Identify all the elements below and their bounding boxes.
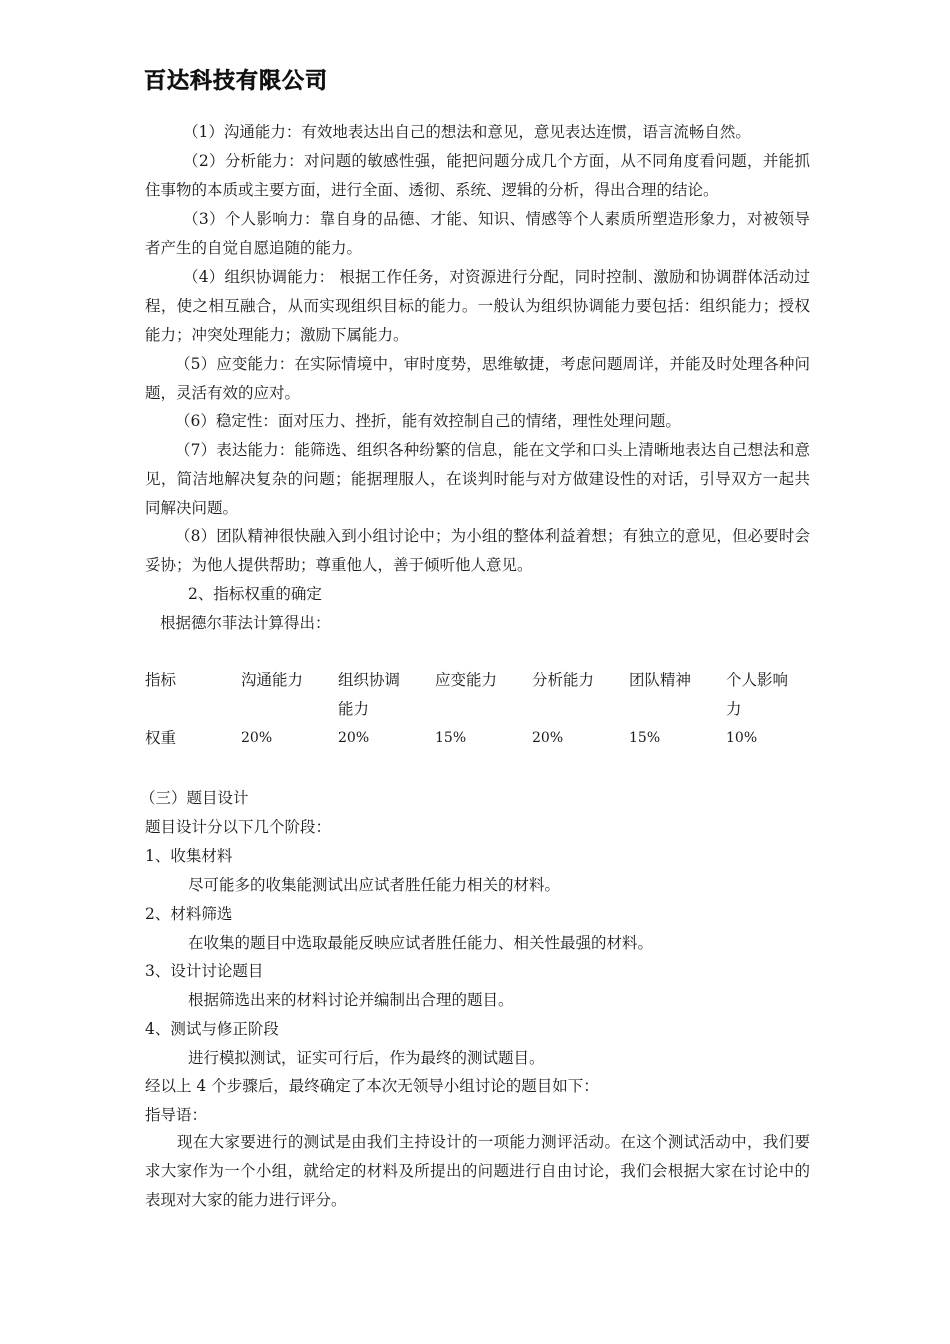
design-intro: 题目设计分以下几个阶段： — [145, 818, 332, 836]
weight-label: 权重 — [145, 729, 177, 747]
column-name: 分析能力 — [532, 671, 595, 689]
step-text: 根据筛选出来的材料讨论并编制出合理的题目。 — [188, 991, 514, 1009]
ability-item-8: （8）团队精神很快融入到小组讨论中；为小组的整体利益着想；有独立的意见，但必要时会妥协；为他人提供帮助；尊重他人，善于倾听他人意见。 — [145, 527, 810, 574]
weights-heading: 2、指标权重的确定 — [188, 585, 322, 603]
guide-label: 指导语： — [145, 1106, 208, 1124]
weight-value: 20% — [338, 730, 370, 746]
ability-item-6: （6）稳定性：面对压力、挫折，能有效控制自己的情绪，理性处理问题。 — [175, 412, 681, 430]
ability-item-1: （1）沟通能力：有效地表达出自己的想法和意见，意见表达连惯，语言流畅自然。 — [183, 123, 751, 141]
weight-value: 15% — [435, 730, 467, 746]
ability-item-4: （4）组织协调能力： 根据工作任务，对资源进行分配，同时控制、激励和协调群体活动过程，使之相互融合，从而实现组织目标的能力。一般认为组织协调能力要包括：组织能力；授权能力；冲突处理能力；激励下属能力。 — [145, 268, 810, 344]
table-row-weights — [145, 724, 810, 753]
ability-item-5: （5）应变能力：在实际情境中，审时度势，思维敏捷，考虑问题周详，并能及时处理各种问题，灵活有效的应对。 — [145, 355, 810, 402]
weights-table — [145, 666, 810, 753]
header-label: 指标 — [145, 671, 177, 689]
step-title: 4、测试与修正阶段 — [145, 1020, 279, 1038]
weight-value: 10% — [726, 730, 758, 746]
company-header — [144, 64, 328, 95]
column-name: 应变能力 — [435, 671, 498, 689]
column-name: 团队精神 — [629, 671, 692, 689]
step-title: 1、收集材料 — [145, 847, 233, 865]
column-name: 沟通能力 — [241, 671, 304, 689]
step-text: 尽可能多的收集能测试出应试者胜任能力相关的材料。 — [188, 876, 561, 894]
step-title: 3、设计讨论题目 — [145, 962, 264, 980]
weight-value: 20% — [532, 730, 564, 746]
weights-intro: 根据德尔菲法计算得出： — [160, 614, 331, 632]
table-row-header — [145, 666, 810, 724]
ability-item-3: （3）个人影响力：靠自身的品德、才能、知识、情感等个人素质所塑造形象力，对被领导者产生的自觉自愿追随的能力。 — [145, 210, 810, 257]
company-name: 百达科技有限公司 — [144, 69, 329, 94]
design-conclusion: 经以上 4 个步骤后，最终确定了本次无领导小组讨论的题目如下： — [145, 1077, 599, 1095]
ability-item-7: （7）表达能力：能筛选、组织各种纷繁的信息，能在文学和口头上清晰地表达自己想法和意见，简洁地解决复杂的问题；能据理服人，在谈判时能与对方做建设性的对话，引导双方一起共同解决问题。 — [145, 441, 810, 517]
step-text: 在收集的题目中选取最能反映应试者胜任能力、相关性最强的材料。 — [188, 934, 654, 952]
weight-value: 20% — [241, 730, 273, 746]
step-text: 进行模拟测试，证实可行后，作为最终的测试题目。 — [188, 1049, 545, 1067]
design-heading: （三）题目设计 — [140, 789, 249, 807]
column-name: 个人影响力 — [726, 671, 789, 718]
step-title: 2、材料筛选 — [145, 905, 233, 923]
guide-text: 现在大家要进行的测试是由我们主持设计的一项能力测评活动。在这个测试活动中，我们要求大家作为一个小组，就给定的材料及所提出的问题进行自由讨论，我们会根据大家在讨论中的表现对大家的能力进行评分。 — [145, 1133, 810, 1209]
ability-item-2: （2）分析能力：对问题的敏感性强，能把问题分成几个方面，从不同角度看问题，并能抓住事物的本质或主要方面，进行全面、透彻、系统、逻辑的分析，得出合理的结论。 — [145, 152, 810, 199]
column-name: 组织协调能力 — [338, 671, 401, 718]
weight-value: 15% — [629, 730, 661, 746]
